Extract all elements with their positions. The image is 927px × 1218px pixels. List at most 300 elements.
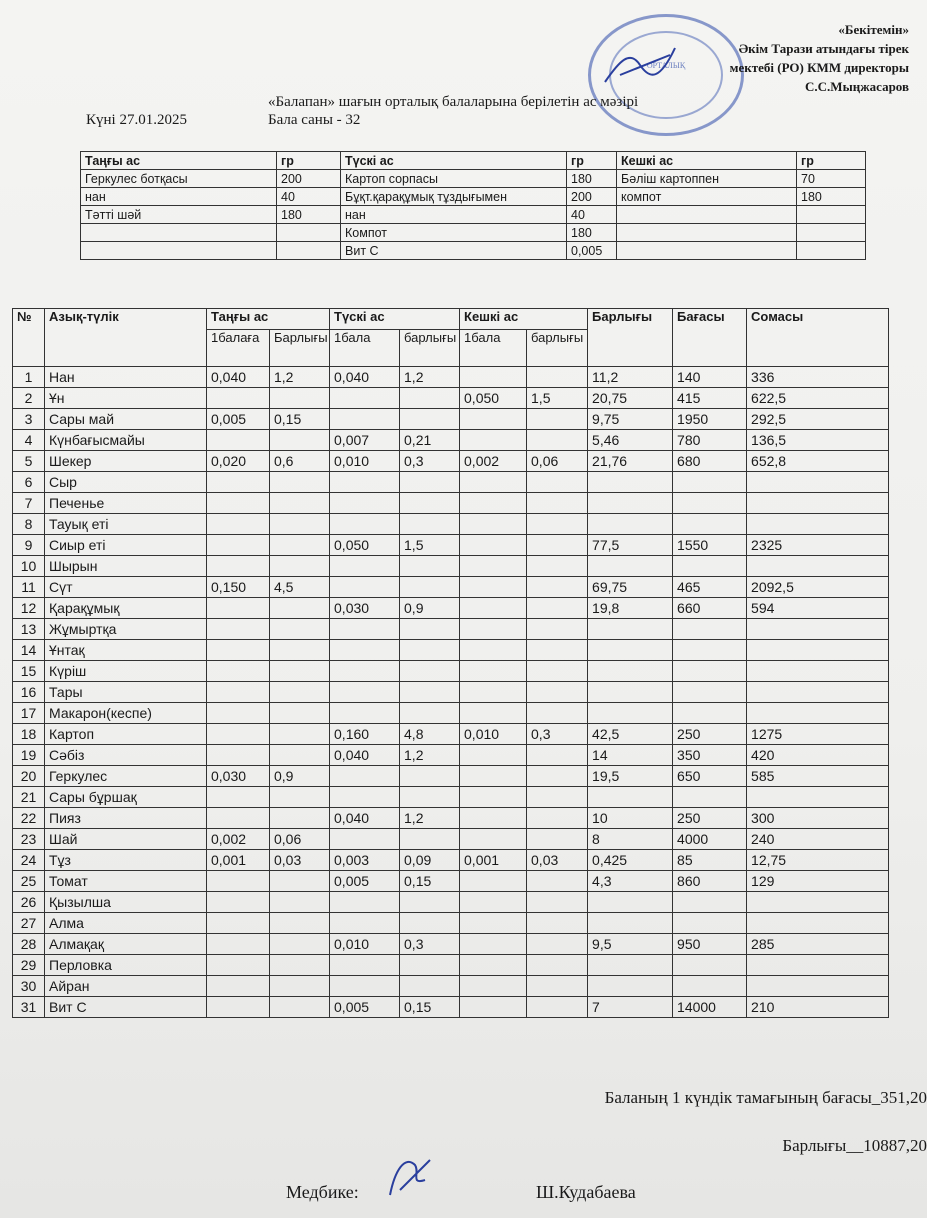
product-value: 0,6 — [270, 451, 330, 472]
menu-cell: 40 — [277, 188, 341, 206]
product-value — [400, 472, 460, 493]
product-value — [673, 619, 747, 640]
product-row — [13, 850, 889, 871]
menu-row — [81, 170, 866, 188]
product-number: 8 — [13, 514, 45, 535]
product-value: 594 — [747, 598, 889, 619]
menu-cell: Компот — [341, 224, 567, 242]
product-row — [13, 619, 889, 640]
product-number: 26 — [13, 892, 45, 913]
product-number: 3 — [13, 409, 45, 430]
product-value — [527, 745, 588, 766]
product-value: 0,040 — [330, 808, 400, 829]
product-number: 24 — [13, 850, 45, 871]
product-number: 18 — [13, 724, 45, 745]
product-name: Күріш — [45, 661, 207, 682]
product-name: Геркулес — [45, 766, 207, 787]
product-number: 25 — [13, 871, 45, 892]
product-value: 1,2 — [270, 367, 330, 388]
menu-cell — [797, 206, 866, 224]
product-value: 4,5 — [270, 577, 330, 598]
product-row — [13, 451, 889, 472]
product-value — [270, 724, 330, 745]
product-row — [13, 493, 889, 514]
product-value — [270, 514, 330, 535]
product-value — [527, 493, 588, 514]
product-value: 1,2 — [400, 808, 460, 829]
product-value — [527, 640, 588, 661]
product-number: 19 — [13, 745, 45, 766]
product-value — [460, 976, 527, 997]
product-row — [13, 367, 889, 388]
product-number: 9 — [13, 535, 45, 556]
product-value: 0,020 — [207, 451, 270, 472]
product-value: 0,010 — [330, 934, 400, 955]
menu-cell: Таңғы ас — [81, 152, 277, 170]
product-row — [13, 829, 889, 850]
sub-lunch-per-child: 1бала — [330, 330, 400, 367]
product-value — [460, 430, 527, 451]
product-value — [588, 556, 673, 577]
product-name: Алма — [45, 913, 207, 934]
product-value — [460, 661, 527, 682]
product-value — [270, 808, 330, 829]
product-value: 0,06 — [527, 451, 588, 472]
product-value: 129 — [747, 871, 889, 892]
product-value — [527, 556, 588, 577]
product-value: 0,002 — [460, 451, 527, 472]
product-value — [207, 703, 270, 724]
product-value: 0,15 — [400, 997, 460, 1018]
children-count: Бала саны - 32 — [268, 112, 361, 128]
product-value: 5,46 — [588, 430, 673, 451]
product-value — [207, 388, 270, 409]
product-value: 622,5 — [747, 388, 889, 409]
product-value — [673, 955, 747, 976]
product-value — [527, 619, 588, 640]
product-value — [460, 598, 527, 619]
product-value — [460, 514, 527, 535]
product-value — [330, 493, 400, 514]
product-value — [527, 766, 588, 787]
menu-row — [81, 188, 866, 206]
product-value: 11,2 — [588, 367, 673, 388]
product-value — [527, 367, 588, 388]
product-value — [400, 892, 460, 913]
product-name: Перловка — [45, 955, 207, 976]
product-value — [400, 514, 460, 535]
product-value — [270, 430, 330, 451]
sub-dinner-total: барлығы — [527, 330, 588, 367]
products-table — [12, 308, 889, 1018]
product-value: 680 — [673, 451, 747, 472]
menu-cell: 180 — [277, 206, 341, 224]
product-value — [460, 535, 527, 556]
product-value: 19,5 — [588, 766, 673, 787]
product-value: 4000 — [673, 829, 747, 850]
product-value: 250 — [673, 808, 747, 829]
product-value — [588, 955, 673, 976]
product-value — [330, 577, 400, 598]
product-value: 0,040 — [207, 367, 270, 388]
product-row — [13, 934, 889, 955]
product-value — [460, 682, 527, 703]
product-value — [270, 598, 330, 619]
product-value — [747, 514, 889, 535]
product-number: 4 — [13, 430, 45, 451]
product-value: 0,425 — [588, 850, 673, 871]
product-value: 0,15 — [270, 409, 330, 430]
product-value — [400, 682, 460, 703]
product-row — [13, 703, 889, 724]
menu-row — [81, 242, 866, 260]
product-value — [270, 619, 330, 640]
director-signature — [600, 40, 690, 90]
product-value — [527, 913, 588, 934]
product-value — [270, 493, 330, 514]
menu-cell: Картоп сорпасы — [341, 170, 567, 188]
product-value — [588, 787, 673, 808]
product-name: Сүт — [45, 577, 207, 598]
col-lunch: Түскі ас — [330, 309, 460, 330]
product-value: 300 — [747, 808, 889, 829]
product-value — [527, 514, 588, 535]
menu-cell — [81, 242, 277, 260]
product-value: 0,9 — [270, 766, 330, 787]
sub-dinner-per-child: 1бала — [460, 330, 527, 367]
product-value — [400, 976, 460, 997]
menu-cell — [617, 224, 797, 242]
product-value — [330, 514, 400, 535]
product-value: 42,5 — [588, 724, 673, 745]
product-value: 14000 — [673, 997, 747, 1018]
menu-cell — [277, 224, 341, 242]
product-value: 0,3 — [527, 724, 588, 745]
product-value — [460, 997, 527, 1018]
product-row — [13, 409, 889, 430]
product-value: 0,160 — [330, 724, 400, 745]
product-value: 0,3 — [400, 934, 460, 955]
product-value — [588, 619, 673, 640]
grand-total: Барлығы__10887,20 — [782, 1136, 927, 1155]
product-value: 1,5 — [527, 388, 588, 409]
product-value — [460, 577, 527, 598]
product-value — [460, 766, 527, 787]
product-value: 1950 — [673, 409, 747, 430]
product-value: 8 — [588, 829, 673, 850]
product-name: Тұз — [45, 850, 207, 871]
product-value — [400, 661, 460, 682]
product-value — [270, 640, 330, 661]
product-number: 14 — [13, 640, 45, 661]
product-value — [207, 976, 270, 997]
product-number: 11 — [13, 577, 45, 598]
product-value: 350 — [673, 745, 747, 766]
product-value — [270, 682, 330, 703]
product-number: 21 — [13, 787, 45, 808]
product-value — [207, 493, 270, 514]
product-value — [330, 556, 400, 577]
product-value: 0,003 — [330, 850, 400, 871]
product-value — [330, 892, 400, 913]
product-value — [588, 703, 673, 724]
product-row — [13, 766, 889, 787]
menu-cell: 180 — [797, 188, 866, 206]
product-value: 0,150 — [207, 577, 270, 598]
menu-cell — [81, 224, 277, 242]
product-value: 780 — [673, 430, 747, 451]
product-value — [330, 409, 400, 430]
product-value — [270, 997, 330, 1018]
product-value — [588, 514, 673, 535]
approval-line-2: мектебі (РО) КММ директоры — [729, 60, 909, 75]
product-value: 69,75 — [588, 577, 673, 598]
product-value — [270, 535, 330, 556]
product-value: 2092,5 — [747, 577, 889, 598]
product-row — [13, 577, 889, 598]
product-row — [13, 955, 889, 976]
product-value: 0,001 — [207, 850, 270, 871]
col-sum: Сомасы — [747, 309, 889, 367]
product-value — [400, 388, 460, 409]
product-value — [207, 913, 270, 934]
product-number: 5 — [13, 451, 45, 472]
product-value: 1,2 — [400, 745, 460, 766]
product-value: 0,005 — [207, 409, 270, 430]
col-price: Бағасы — [673, 309, 747, 367]
product-value — [527, 598, 588, 619]
product-value: 10 — [588, 808, 673, 829]
product-value: 585 — [747, 766, 889, 787]
product-value: 0,010 — [330, 451, 400, 472]
product-value — [400, 766, 460, 787]
product-number: 27 — [13, 913, 45, 934]
product-value: 465 — [673, 577, 747, 598]
product-value: 0,040 — [330, 367, 400, 388]
stamp-lettering: ОРТАЛЫҚ — [646, 61, 686, 70]
product-value — [460, 892, 527, 913]
product-name: Сиыр еті — [45, 535, 207, 556]
product-value — [588, 472, 673, 493]
product-value — [207, 892, 270, 913]
menu-cell — [617, 242, 797, 260]
product-name: Тары — [45, 682, 207, 703]
menu-cell: Тәтті шәй — [81, 206, 277, 224]
nurse-name: Ш.Кудабаева — [536, 1182, 636, 1202]
col-breakfast: Таңғы ас — [207, 309, 330, 330]
product-value — [673, 493, 747, 514]
product-value: 7 — [588, 997, 673, 1018]
product-value — [460, 409, 527, 430]
product-row — [13, 598, 889, 619]
product-name: Алмақақ — [45, 934, 207, 955]
product-name: Айран — [45, 976, 207, 997]
product-name: Пияз — [45, 808, 207, 829]
menu-cell — [797, 224, 866, 242]
product-value — [207, 598, 270, 619]
product-value — [400, 556, 460, 577]
product-value — [400, 913, 460, 934]
product-value — [747, 976, 889, 997]
product-number: 6 — [13, 472, 45, 493]
menu-cell: 180 — [567, 224, 617, 242]
product-value — [527, 661, 588, 682]
product-value — [747, 787, 889, 808]
product-row — [13, 640, 889, 661]
approval-block — [730, 20, 909, 96]
product-value — [588, 682, 673, 703]
product-name: Қарақұмық — [45, 598, 207, 619]
product-value — [400, 409, 460, 430]
product-value — [673, 703, 747, 724]
product-value — [747, 682, 889, 703]
product-value: 250 — [673, 724, 747, 745]
product-value — [527, 829, 588, 850]
product-value — [527, 535, 588, 556]
product-value — [330, 472, 400, 493]
product-value: 4,3 — [588, 871, 673, 892]
product-value — [400, 955, 460, 976]
product-value: 240 — [747, 829, 889, 850]
product-value — [673, 913, 747, 934]
daily-cost-per-child: Баланың 1 күндік тамағының бағасы_351,20 — [604, 1088, 927, 1107]
product-value — [400, 493, 460, 514]
product-value: 0,002 — [207, 829, 270, 850]
product-value: 0,005 — [330, 871, 400, 892]
product-value: 19,8 — [588, 598, 673, 619]
product-value — [330, 388, 400, 409]
product-name: Нан — [45, 367, 207, 388]
product-value — [747, 472, 889, 493]
product-value — [270, 787, 330, 808]
product-value — [207, 745, 270, 766]
product-row — [13, 787, 889, 808]
product-value: 0,030 — [330, 598, 400, 619]
product-value — [588, 493, 673, 514]
product-value — [588, 976, 673, 997]
product-number: 31 — [13, 997, 45, 1018]
product-value: 140 — [673, 367, 747, 388]
product-number: 28 — [13, 934, 45, 955]
product-value — [330, 619, 400, 640]
menu-cell: гр — [567, 152, 617, 170]
menu-cell: Түскі ас — [341, 152, 567, 170]
product-row — [13, 535, 889, 556]
product-value: 2325 — [747, 535, 889, 556]
product-row — [13, 892, 889, 913]
product-value — [527, 997, 588, 1018]
product-value — [460, 913, 527, 934]
product-value — [527, 703, 588, 724]
product-value: 85 — [673, 850, 747, 871]
menu-cell: Геркулес ботқасы — [81, 170, 277, 188]
product-value — [270, 472, 330, 493]
product-row — [13, 871, 889, 892]
product-value: 860 — [673, 871, 747, 892]
product-row — [13, 514, 889, 535]
menu-cell: нан — [341, 206, 567, 224]
product-value — [527, 871, 588, 892]
product-value — [207, 682, 270, 703]
product-value — [460, 703, 527, 724]
product-value — [588, 661, 673, 682]
product-value — [270, 556, 330, 577]
meal-menu-table — [80, 151, 866, 260]
product-value — [330, 640, 400, 661]
product-name: Жұмыртқа — [45, 619, 207, 640]
product-value: 210 — [747, 997, 889, 1018]
menu-cell: гр — [797, 152, 866, 170]
product-value: 0,010 — [460, 724, 527, 745]
product-row — [13, 388, 889, 409]
product-value: 0,9 — [400, 598, 460, 619]
product-name: Томат — [45, 871, 207, 892]
product-value — [330, 976, 400, 997]
product-value — [527, 409, 588, 430]
product-name: Ұн — [45, 388, 207, 409]
product-value: 1,5 — [400, 535, 460, 556]
product-row — [13, 430, 889, 451]
product-value — [330, 766, 400, 787]
product-number: 23 — [13, 829, 45, 850]
product-row — [13, 913, 889, 934]
product-name: Сары май — [45, 409, 207, 430]
product-value — [527, 934, 588, 955]
product-number: 20 — [13, 766, 45, 787]
product-value — [207, 472, 270, 493]
product-value — [270, 955, 330, 976]
product-value — [330, 787, 400, 808]
product-value: 12,75 — [747, 850, 889, 871]
product-value — [330, 703, 400, 724]
menu-cell: 0,005 — [567, 242, 617, 260]
product-value — [207, 787, 270, 808]
product-number: 10 — [13, 556, 45, 577]
product-name: Күнбағысмайы — [45, 430, 207, 451]
product-value: 0,15 — [400, 871, 460, 892]
product-value — [330, 955, 400, 976]
product-number: 12 — [13, 598, 45, 619]
product-value — [207, 556, 270, 577]
product-value: 292,5 — [747, 409, 889, 430]
product-value: 415 — [673, 388, 747, 409]
product-value — [747, 493, 889, 514]
product-value: 1550 — [673, 535, 747, 556]
product-number: 22 — [13, 808, 45, 829]
product-value — [270, 745, 330, 766]
product-row — [13, 976, 889, 997]
product-value — [588, 892, 673, 913]
product-value — [270, 661, 330, 682]
approval-line-3: С.С.Мыңжасаров — [805, 79, 909, 94]
menu-cell — [797, 242, 866, 260]
product-value — [527, 892, 588, 913]
product-value — [207, 934, 270, 955]
menu-cell: 180 — [567, 170, 617, 188]
product-value — [673, 976, 747, 997]
product-name: Печенье — [45, 493, 207, 514]
product-value: 652,8 — [747, 451, 889, 472]
product-value — [270, 976, 330, 997]
menu-cell: Бәліш картоппен — [617, 170, 797, 188]
product-value — [330, 829, 400, 850]
product-value — [330, 913, 400, 934]
col-number: № — [13, 309, 45, 367]
product-value — [527, 787, 588, 808]
product-value — [207, 661, 270, 682]
product-value: 0,21 — [400, 430, 460, 451]
product-value — [527, 955, 588, 976]
